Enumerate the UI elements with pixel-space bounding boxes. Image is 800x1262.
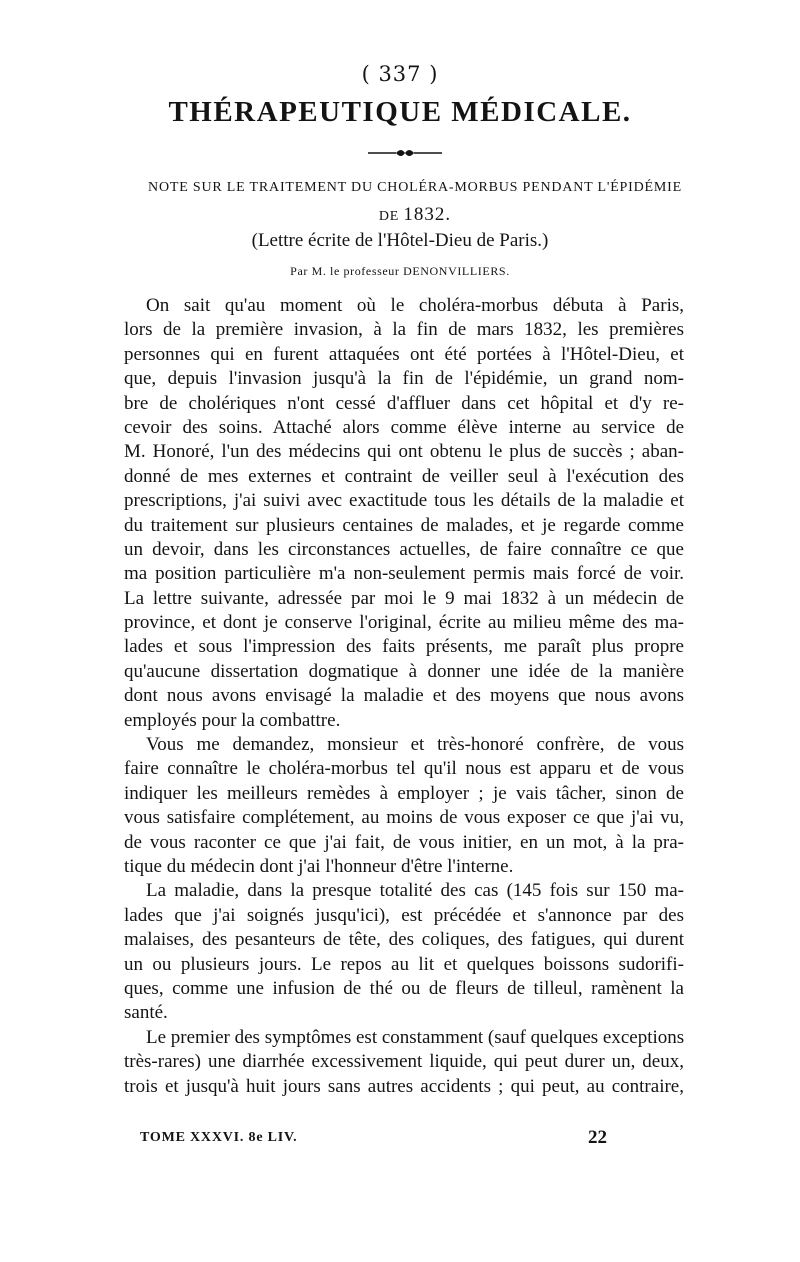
text-line: lades et sous l'impression des faits présents, me paraît plus propre xyxy=(124,636,684,658)
text-line: lors de la première invasion, à la fin de mars 1832, les premières xyxy=(124,319,684,341)
text-line: bre de cholériques n'ont cessé d'affluer dans cet hôpital et d'y re- xyxy=(124,392,684,414)
body-text xyxy=(124,294,684,1099)
text-line: qu'aucune dissertation dogmatique à donner une idée de la manière xyxy=(124,660,684,682)
section-title: THÉRAPEUTIQUE MÉDICALE. xyxy=(168,96,632,128)
text-line: Le premier des symptômes est constamment (sauf quelques exceptions xyxy=(146,1026,685,1048)
text-line: Vous me demandez, monsieur et très-honoré confrère, de vous xyxy=(146,734,684,756)
text-line: lades que j'ai soignés jusqu'ici), est précédée et s'annonce par des xyxy=(124,904,684,926)
text-line: M. Honoré, l'un des médecins qui ont obtenu le plus de succès ; aban- xyxy=(124,441,684,463)
note-title-de: DE xyxy=(378,209,404,224)
text-line: employés pour la combattre. xyxy=(124,709,341,731)
text-line: du traitement sur plusieurs centaines de malades, et je regarde comme xyxy=(124,514,684,536)
note-title xyxy=(132,174,698,230)
text-line: prescriptions, j'ai suivi avec exactitude tous les détails de la maladie et xyxy=(124,490,684,512)
text-line: faire connaître le choléra-morbus tel qu'il nous est apparu et de vous xyxy=(124,758,684,780)
signature-mark: 22 xyxy=(588,1127,607,1148)
text-line: un devoir, dans les circonstances actuelles, de faire connaître ce que xyxy=(124,538,684,560)
text-line: de vous raconter ce que j'ai fait, de vous initier, en un mot, à la pra- xyxy=(124,831,684,853)
text-line: indiquer les meilleurs remèdes à employer ; je vais tâcher, sinon de xyxy=(124,782,684,804)
note-title-year: 1832. xyxy=(403,204,452,225)
text-line: dont nous avons envisagé la maladie et des moyens que nous avons xyxy=(124,685,684,707)
letter-subtitle: (Lettre écrite de l'Hôtel-Dieu de Paris.) xyxy=(251,230,549,251)
ornament-divider-icon xyxy=(368,146,442,160)
text-line: ques, comme une infusion de thé ou de fleurs de tilleul, ramènent la xyxy=(124,977,684,999)
author-line: Par M. le professeur DENONVILLIERS. xyxy=(290,264,510,278)
volume-footer: TOME XXXVI. 8e LIV. xyxy=(140,1130,298,1145)
text-line: malaises, des pesanteurs de tête, des coliques, des fatigues, qui durent xyxy=(124,929,684,951)
text-line: trois et jusqu'à huit jours sans autres accidents ; qui peut, au contraire, xyxy=(124,1075,684,1097)
note-title-main: NOTE SUR LE TRAITEMENT DU CHOLÉRA-MORBUS PENDANT L'ÉPIDÉMIE xyxy=(148,180,682,195)
text-line: vous satisfaire complétement, au moins de vous exposer ce que j'ai vu, xyxy=(124,807,684,829)
text-line: donné de mes externes et contraint de veiller seul à l'exécution des xyxy=(124,465,684,487)
text-line: très-rares) une diarrhée excessivement liquide, qui peut durer un, deux, xyxy=(124,1051,684,1073)
text-line: La lettre suivante, adressée par moi le 9 mai 1832 à un médecin de xyxy=(124,587,684,609)
text-line: que, depuis l'invasion jusqu'à la fin de l'épidémie, un grand nom- xyxy=(124,368,684,390)
text-line: cevoir des soins. Attaché alors comme élève interne au service de xyxy=(124,416,684,438)
text-line: On sait qu'au moment où le choléra-morbus débuta à Paris, xyxy=(146,295,684,316)
text-line: un ou plusieurs jours. Le repos au lit et quelques boissons sudorifi- xyxy=(124,953,684,975)
text-line: ma position particulière m'a non-seulement permis mais forcé de voir. xyxy=(124,563,684,585)
text-line: La maladie, dans la presque totalité des cas (145 fois sur 150 ma- xyxy=(146,880,684,902)
text-line: santé. xyxy=(124,1002,168,1024)
text-line: tique du médecin dont j'ai l'honneur d'être l'interne. xyxy=(124,855,514,877)
text-line: province, et dont je conserve l'original, écrite au milieu même des ma- xyxy=(124,612,684,634)
text-line: personnes qui en furent attaquées ont été portées à l'Hôtel-Dieu, et xyxy=(124,343,684,365)
page-number: ( 337 ) xyxy=(361,62,439,86)
